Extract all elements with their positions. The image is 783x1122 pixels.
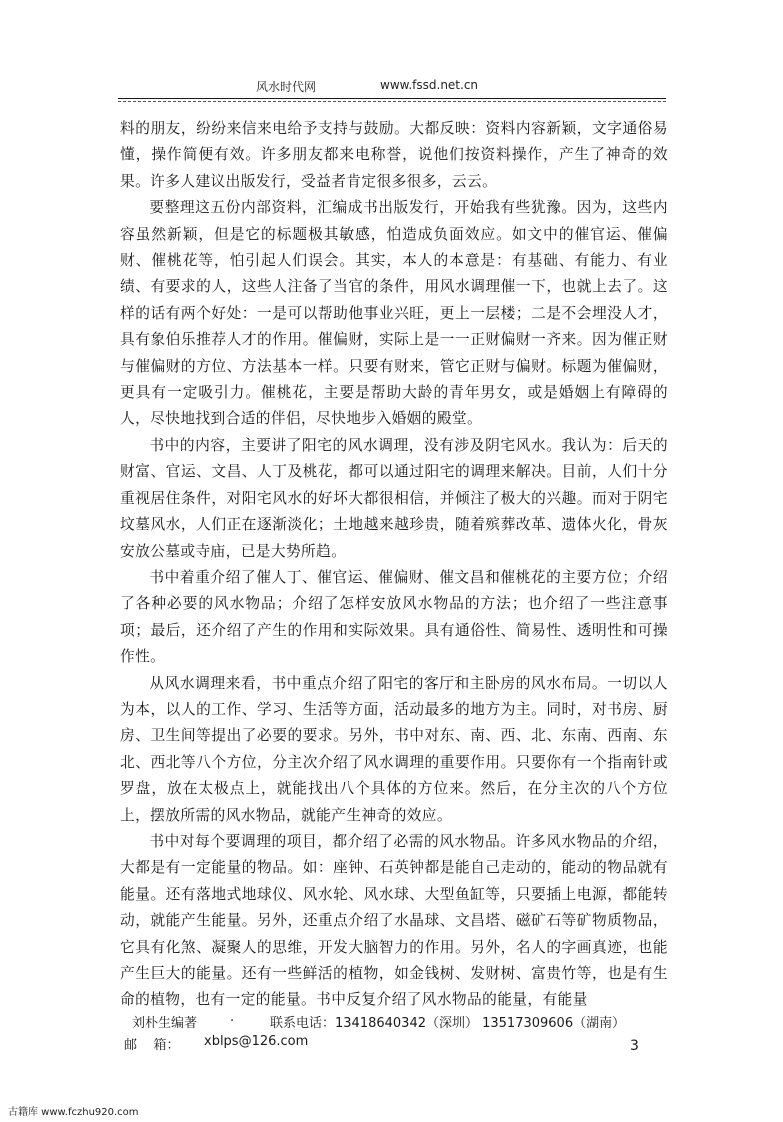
site-url: www.fssd.net.cn	[380, 78, 479, 92]
footer-dot: .	[230, 1010, 235, 1025]
watermark: 古籍库 www.fczhu920.com	[8, 1107, 139, 1118]
header-rule-dashed	[118, 101, 666, 102]
paragraph: 书中的内容，主要讲了阳宅的风水调理，没有涉及阴宅风水。我认为：后天的财富、官运、文昌、人丁及桃花，都可以通过阳宅的调理来解决。目前，人们十分重视居住条件，对阳宅风水的好坏大都很相信，并倾注了极大的兴趣。而对于阴宅坟墓风水，人们正在逐渐淡化；土地越来越珍贵，随着殡葬改革、遗体火化，骨灰安放公墓或寺庙，已是大势所趋。	[120, 436, 668, 560]
email-label: 邮 箱：	[124, 1038, 180, 1053]
contact-phone: 联系电话：13418640342（深圳） 13517309606（湖南）	[270, 1016, 626, 1031]
site-name: 风水时代网	[256, 80, 317, 94]
paragraph: 书中着重介绍了催人丁、催官运、催偏财、催文昌和催桃花的主要方位；介绍了各种必要的风水物品；介绍了怎样安放风水物品的方法；也介绍了一些注意事项；最后，还介绍了产生的作用和实际效果。具有通俗性、简易性、透明性和可操作性。	[120, 568, 668, 666]
header-rule	[118, 98, 666, 99]
paragraph-continuation: 料的朋友，纷纷来信来电给予支持与鼓励。大都反映：资料内容新颖，文字通俗易懂，操作简便有效。许多朋友都来电称誉，说他们按资料操作，产生了神奇的效果。许多人建议出版发行，受益者肯定很多很多，云云。	[120, 120, 668, 190]
author: 刘朴生编著	[132, 1016, 198, 1031]
page-number: 3	[630, 1038, 639, 1054]
page-header	[118, 78, 658, 100]
paragraph: 从风水调理来看，书中重点介绍了阳宅的客厅和主卧房的风水布局。一切以人为本，以人的工作、学习、生活等方面，活动最多的地方为主。同时，对书房、厨房、卫生间等提出了必要的要求。另外，书中对东、南、西、北、东南、西南、东北、西北等八个方位，分主次介绍了风水调理的重要作用。只要你有一个指南针或罗盘，放在太极点上，就能找出八个具体的方位来。然后，在分主次的八个方位上，摆放所需的风水物品，就能产生神奇的效应。	[120, 674, 668, 824]
contact-email: xblps@126.com	[204, 1034, 309, 1049]
document-body	[120, 116, 668, 1014]
paragraph: 要整理这五份内部资料，汇编成书出版发行，开始我有些犹豫。因为，这些内容虽然新颖，但是它的标题极其敏感，怕造成负面效应。如文中的催官运、催偏财、催桃花等，怕引起人们误会。其实，本人的本意是：有基础、有能力、有业绩、有要求的人，这些人注备了当官的条件，用风水调理催一下，也就上去了。这样的话有两个好处：一是可以帮助他事业兴旺，更上一层楼；二是不会埋没人才，具有象伯乐推荐人才的作用。催偏财，实际上是一一正财偏财一齐来。因为催正财与催偏财的方位、方法基本一样。只要有财来，管它正财与偏财。标题为催偏财，更具有一定吸引力。催桃花，主要是帮助大龄的青年男女，或是婚姻上有障碍的人，尽快地找到合适的伴侣，尽快地步入婚姻的殿堂。	[120, 199, 668, 428]
paragraph: 书中对每个要调理的项目，都介绍了必需的风水物品。许多风水物品的介绍，大都是有一定能量的物品。如：座钟、石英钟都是能自己走动的，能动的物品就有能量。还有落地式地球仪、风水轮、风水球、大型鱼缸等，只要插上电源，都能转动，就能产生能量。另外，还重点介绍了水晶球、文昌塔、磁矿石等矿物质物品，它具有化煞、凝聚人的思维，开发大脑智力的作用。另外，名人的字画真迹，也能产生巨大的能量。还有一些鲜活的植物，如金钱树、发财树、富贵竹等，也是有生命的植物，也有一定的能量。书中反复介绍了风水物品的能量，有能量	[120, 832, 668, 1009]
